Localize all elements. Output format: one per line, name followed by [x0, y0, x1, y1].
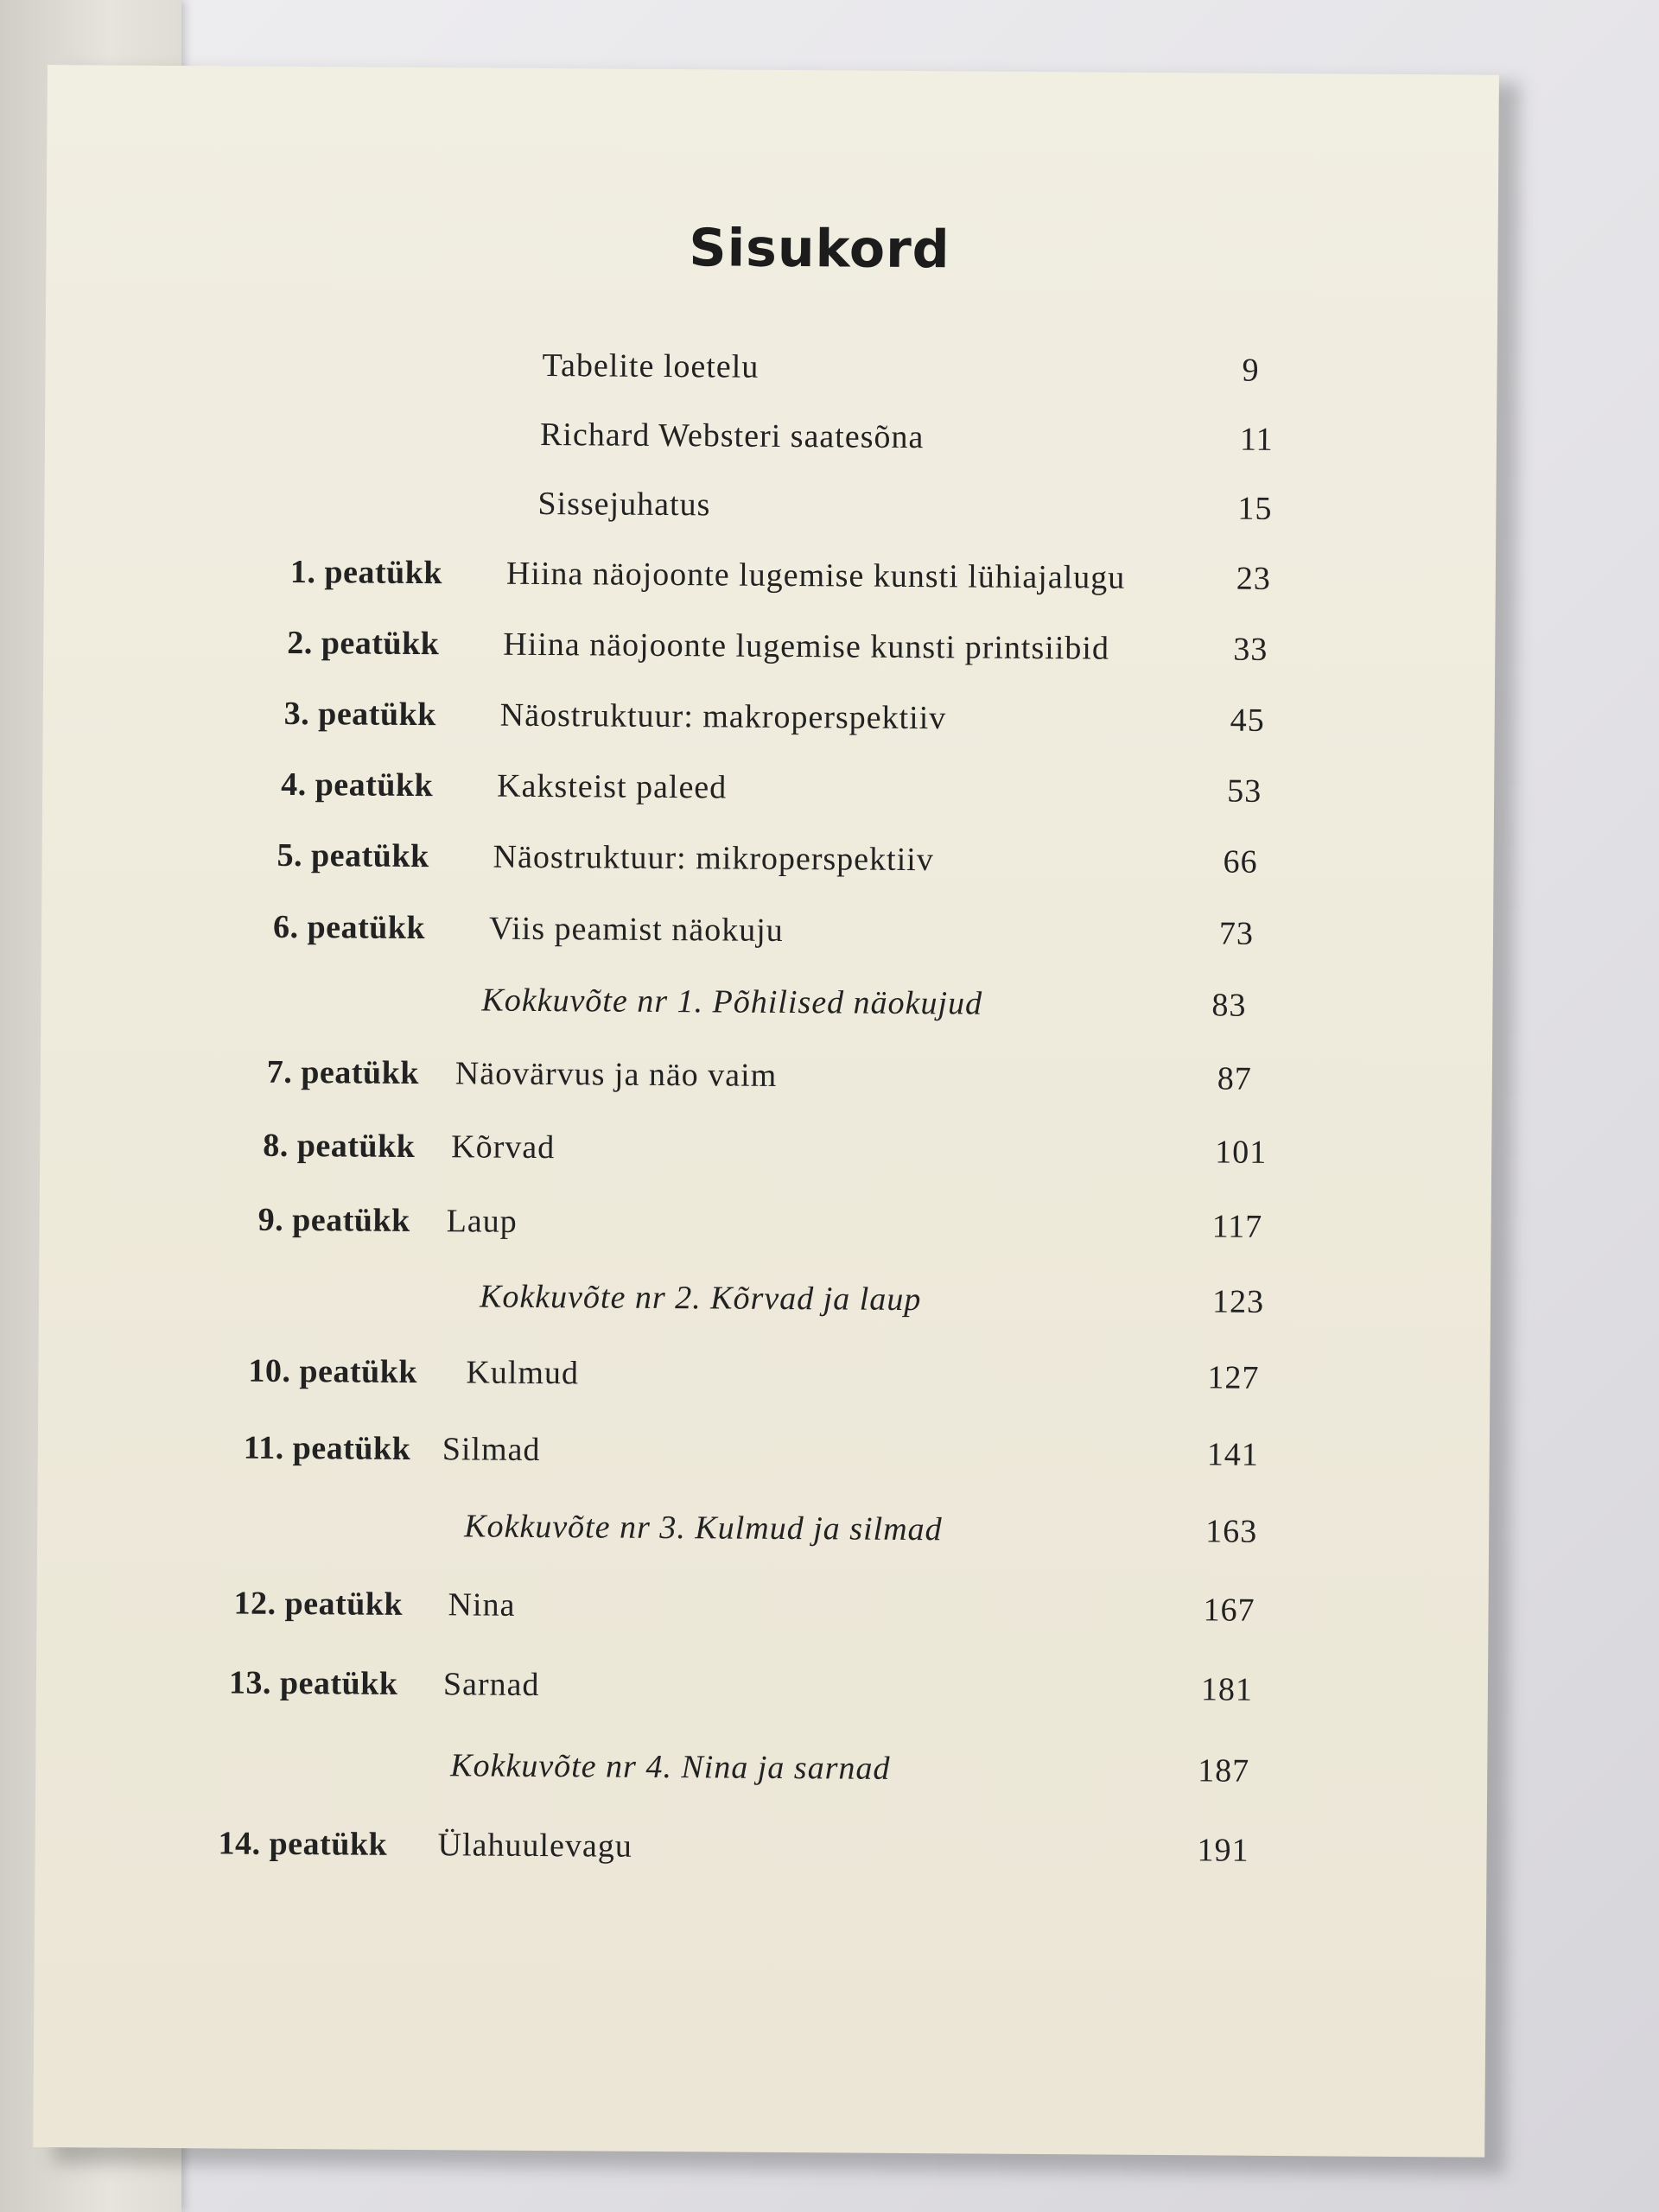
toc-entry-title: Kokkuvõte nr 1. Põhilised näokujud — [481, 982, 983, 1022]
toc-entry-title: Näostruktuur: makroperspektiiv — [499, 696, 947, 737]
toc-entry-title: Kõrvad — [451, 1128, 556, 1166]
toc-heading: Sisukord — [689, 218, 950, 281]
toc-entry-title: Sarnad — [442, 1666, 540, 1704]
toc-entry-title: Kulmud — [466, 1354, 580, 1392]
toc-entry-chapter: 10. peatükk — [248, 1352, 418, 1391]
toc-entry-page: 83 — [1211, 987, 1247, 1024]
toc-entry-chapter: 12. peatükk — [233, 1585, 404, 1623]
toc-entry-title: Kokkuvõte nr 2. Kõrvad ja laup — [479, 1278, 922, 1319]
toc-entry-page: 163 — [1205, 1513, 1258, 1550]
toc-entry-chapter: 3. peatükk — [283, 695, 436, 734]
toc-entry-page: 73 — [1218, 915, 1255, 952]
toc-entry-title: Näostruktuur: mikroperspektiiv — [493, 838, 934, 879]
toc-entry-page: 23 — [1236, 560, 1272, 597]
toc-entry-chapter: 2. peatükk — [287, 624, 440, 663]
toc-entry-page: 127 — [1207, 1359, 1260, 1396]
toc-entry-chapter: 13. peatükk — [228, 1664, 398, 1702]
toc-entry-chapter: 14. peatükk — [218, 1825, 388, 1863]
toc-entry-page: 66 — [1223, 843, 1258, 880]
toc-entry-page: 87 — [1217, 1060, 1252, 1097]
toc-entry-title: Kaksteist paleed — [497, 767, 728, 806]
toc-entry-chapter: 5. peatükk — [276, 836, 429, 875]
toc-entry-title: Sissejuhatus — [537, 485, 711, 524]
toc-entry-chapter: 8. peatükk — [263, 1127, 416, 1165]
toc-entry-page: 53 — [1227, 772, 1262, 810]
book-page — [33, 65, 1499, 2158]
toc-entry-title: Nina — [448, 1586, 516, 1624]
toc-entry-title: Hiina näojoonte lugemise kunsti printsiibid — [503, 626, 1110, 667]
toc-entry-page: 167 — [1203, 1592, 1255, 1629]
toc-entry-title: Näovärvus ja näo vaim — [454, 1055, 778, 1094]
toc-entry-page: 141 — [1206, 1436, 1259, 1473]
toc-entry-title: Hiina näojoonte lugemise kunsti lühiajalugu — [505, 555, 1126, 596]
toc-entry-page: 187 — [1198, 1752, 1250, 1789]
toc-entry-chapter: 4. peatükk — [281, 766, 434, 804]
toc-entry-page: 11 — [1239, 421, 1274, 458]
toc-entry-page: 45 — [1230, 702, 1265, 739]
toc-entry-page: 101 — [1215, 1134, 1268, 1171]
toc-entry-page: 123 — [1211, 1283, 1265, 1320]
toc-entry-title: Ülahuulevagu — [437, 1827, 632, 1865]
toc-entry-title: Richard Websteri saatesõna — [539, 416, 925, 456]
toc-entry-title: Kokkuvõte nr 3. Kulmud ja silmad — [464, 1508, 943, 1548]
toc-entry-title: Viis peamist näokuju — [488, 910, 784, 949]
toc-entry-page: 191 — [1197, 1832, 1249, 1869]
toc-entry-page: 9 — [1242, 352, 1260, 389]
toc-entry-title: Kokkuvõte nr 4. Nina ja sarnad — [450, 1747, 891, 1787]
toc-entry-title: Silmad — [442, 1431, 541, 1469]
toc-entry-page: 33 — [1233, 631, 1268, 668]
toc-entry-chapter: 7. peatükk — [266, 1053, 420, 1092]
toc-entry-page: 15 — [1237, 490, 1273, 527]
toc-entry-title: Tabelite loetelu — [542, 347, 760, 385]
toc-entry-title: Laup — [446, 1203, 518, 1240]
toc-entry-chapter: 11. peatükk — [243, 1429, 411, 1467]
toc-entry-page: 117 — [1211, 1208, 1263, 1245]
toc-entry-chapter: 1. peatükk — [289, 553, 443, 592]
toc-entry-chapter: 9. peatükk — [257, 1201, 410, 1239]
toc-entry-chapter: 6. peatükk — [272, 908, 426, 947]
toc-entry-page: 181 — [1200, 1671, 1254, 1708]
